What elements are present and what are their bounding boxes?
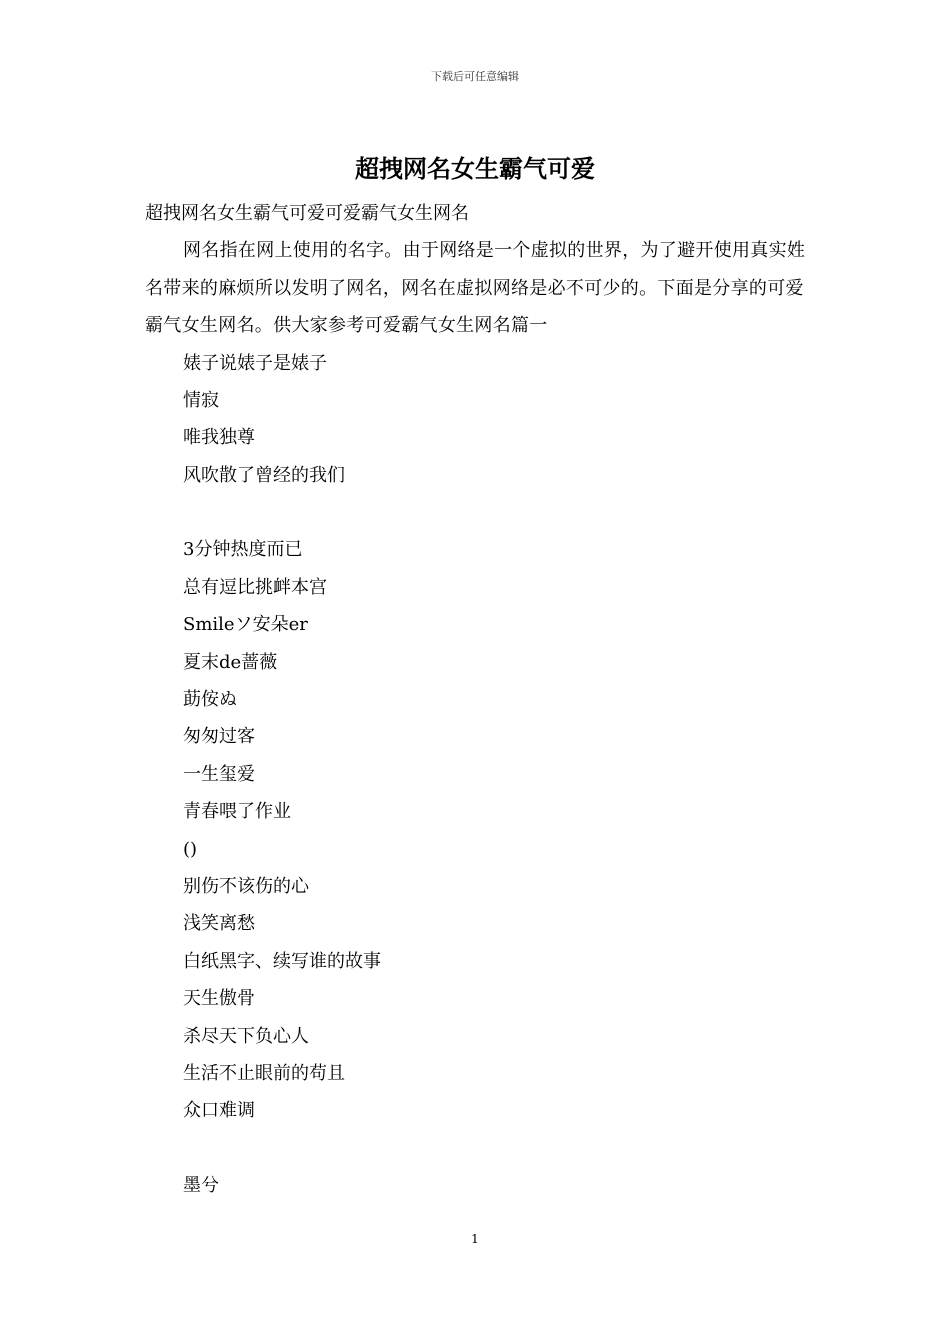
nickname-item: 莇侒ぬ (183, 689, 237, 711)
nickname-item: 浅笑离愁 (183, 913, 255, 935)
document-title: 超拽网名女生霸气可爱 (355, 154, 595, 183)
nickname-item: () (183, 838, 198, 860)
nickname-item: 总有逗比挑衅本宫 (183, 576, 327, 598)
nickname-item: 别伤不该伤的心 (183, 875, 309, 897)
intro-paragraph: 网名指在网上使用的名字。由于网络是一个虚拟的世界，为了避开使用真实姓名带来的麻烦所以发明了网名，网名在虚拟网络是必不可少的。下面是分享的可爱霸气女生网名。供大家参考可爱霸气女生网名篇一 (145, 240, 806, 336)
nickname-item: 生活不止眼前的苟且 (183, 1062, 345, 1084)
nickname-item: 杀尽天下负心人 (183, 1025, 309, 1047)
nickname-item: 天生傲骨 (183, 988, 255, 1010)
nickname-item: 青春喂了作业 (183, 801, 291, 823)
nickname-item: 婊子说婊子是婊子 (183, 352, 327, 374)
blank-line (183, 494, 810, 531)
nickname-item: 白纸黑字、续写谁的故事 (183, 950, 381, 972)
nickname-item: 众口难调 (183, 1100, 255, 1122)
blank-line (183, 1130, 810, 1167)
nickname-item: 墨兮 (183, 1175, 219, 1197)
nickname-list (145, 345, 810, 1205)
document-subtitle: 超拽网名女生霸气可爱可爱霸气女生网名 (145, 203, 469, 224)
nickname-item: 夏末de蔷薇 (183, 651, 278, 673)
document-body (145, 196, 810, 1204)
nickname-item: 一生玺爱 (183, 763, 255, 785)
nickname-item: 匆匆过客 (183, 726, 255, 748)
nickname-item: 唯我独尊 (183, 427, 255, 449)
nickname-item: 风吹散了曾经的我们 (183, 464, 345, 486)
nickname-item: Smileソ安朵er (183, 614, 308, 636)
page-number: 1 (471, 1232, 479, 1246)
nickname-item: 情寂 (183, 389, 219, 411)
header-note: 下载后可任意编辑 (431, 70, 519, 83)
nickname-item: 3分钟热度而已 (183, 539, 303, 561)
